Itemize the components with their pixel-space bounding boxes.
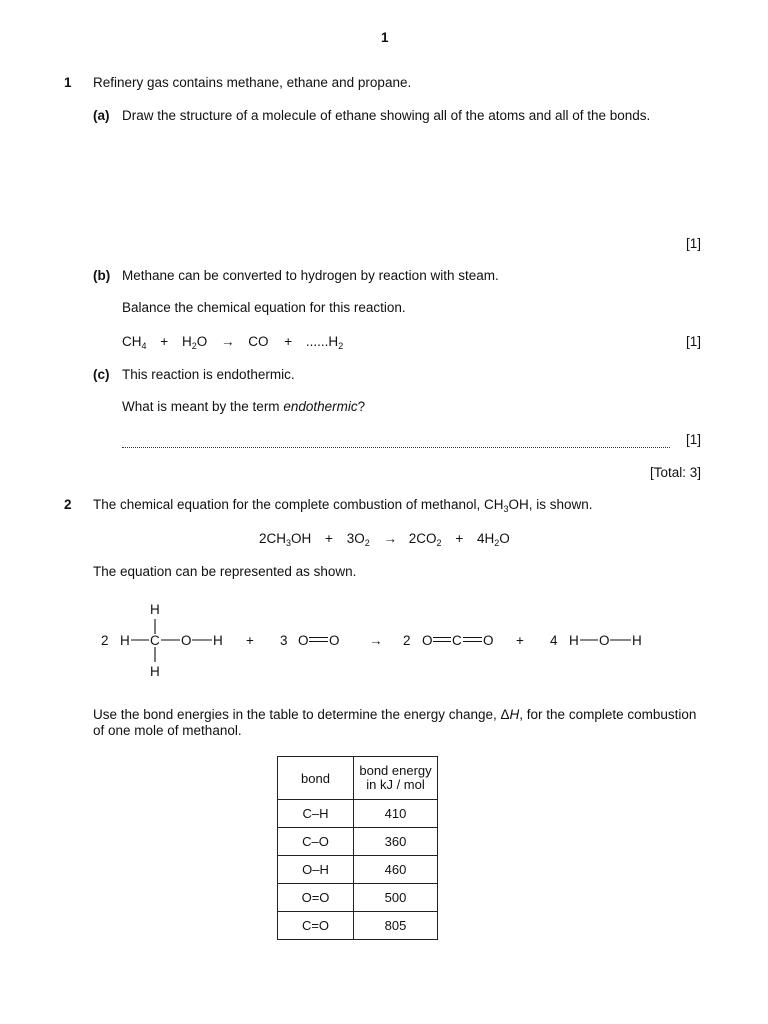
q1b-marks: [1] [686, 334, 702, 349]
table-row [278, 800, 438, 828]
eq-arrow: → [220, 334, 235, 349]
q2-number: 2 [64, 497, 72, 512]
arrow: → [369, 633, 383, 648]
eq-2co2: $2CO_2$ [408, 531, 442, 548]
structural-equation-diagram [0, 596, 768, 682]
cell-energy: 460 [354, 856, 438, 884]
eq-h2o: $H_2O$ [181, 334, 208, 351]
q1c-label: (c) [93, 367, 110, 382]
eq-plus: + [455, 531, 464, 546]
table-row [278, 856, 438, 884]
q1c-text2: What is meant by the term endothermic? [122, 399, 366, 414]
cell-bond: C=O [278, 912, 354, 940]
q2-instruction-line1: Use the bond energies in the table to determine the energy change, ΔH, for the complete combustion [93, 707, 697, 722]
q1c-marks: [1] [686, 432, 702, 447]
eq-3o2: $3O_2$ [346, 531, 370, 548]
coef-4-water: 4 [550, 633, 558, 648]
atom-h: H [569, 633, 579, 648]
atom-o: O [181, 633, 192, 648]
table-header-row [278, 757, 438, 800]
q1b-text2: Balance the chemical equation for this reaction. [122, 300, 406, 315]
q1b-equation [122, 335, 343, 349]
cell-bond: C–H [278, 800, 354, 828]
q2-stem: The chemical equation for the complete combustion of methanol, $CH_3OH$, is shown. [93, 497, 593, 514]
q1-number: 1 [64, 75, 72, 90]
atom-o: O [298, 633, 309, 648]
table-row [278, 828, 438, 856]
plus-sign: + [246, 633, 254, 648]
cell-energy: 500 [354, 884, 438, 912]
q2-equation [259, 532, 510, 546]
q1a-marks: [1] [686, 236, 702, 251]
atom-h: H [120, 633, 130, 648]
atom-h-top: H [150, 602, 160, 617]
coef-2-methanol: 2 [101, 633, 109, 648]
cell-energy: 805 [354, 912, 438, 940]
atom-h: H [213, 633, 223, 648]
plus-sign: + [516, 633, 524, 648]
q1b-text1: Methane can be converted to hydrogen by reaction with steam. [122, 268, 499, 283]
cell-energy: 360 [354, 828, 438, 856]
header-bond-energy: bond energy in kJ / mol [354, 757, 438, 800]
eq-plus: + [284, 334, 293, 349]
table-row [278, 912, 438, 940]
bond-energy-table [277, 756, 438, 940]
table-row [278, 884, 438, 912]
q1a-text: Draw the structure of a molecule of ethane showing all of the atoms and all of the bonds. [122, 108, 651, 123]
cell-bond: O–H [278, 856, 354, 884]
q1b-label: (b) [93, 268, 111, 283]
eq-blank-h2: $......H_2$ [305, 334, 344, 351]
atom-h: H [632, 633, 642, 648]
q1c-text1: This reaction is endothermic. [122, 367, 295, 382]
atom-o: O [599, 633, 610, 648]
header-bond: bond [278, 757, 354, 800]
atom-c: C [150, 633, 160, 648]
atom-o: O [422, 633, 433, 648]
q1-stem: Refinery gas contains methane, ethane and propane. [93, 75, 412, 90]
q1a-label: (a) [93, 108, 110, 123]
q1-total: [Total: 3] [650, 465, 702, 480]
cell-bond: C–O [278, 828, 354, 856]
eq-2ch3oh: $2CH_3OH$ [259, 531, 312, 548]
q2-instruction-line2: of one mole of methanol. [93, 723, 242, 738]
atom-c: C [452, 633, 462, 648]
eq-plus: + [160, 334, 169, 349]
q2-represent-text: The equation can be represented as shown. [93, 564, 357, 579]
coef-3-oxygen: 3 [280, 633, 288, 648]
eq-arrow: → [383, 531, 397, 546]
atom-o: O [483, 633, 494, 648]
cell-energy: 410 [354, 800, 438, 828]
cell-bond: O=O [278, 884, 354, 912]
eq-ch4: $CH_4$ [122, 334, 147, 351]
answer-line[interactable] [122, 447, 670, 448]
page-number: 1 [381, 30, 389, 45]
atom-o: O [329, 633, 340, 648]
eq-4h2o: $4H_2O$ [476, 531, 510, 548]
coef-2-co2: 2 [403, 633, 411, 648]
eq-plus: + [325, 531, 333, 546]
atom-h-bottom: H [150, 664, 160, 679]
eq-co: CO [248, 334, 269, 349]
